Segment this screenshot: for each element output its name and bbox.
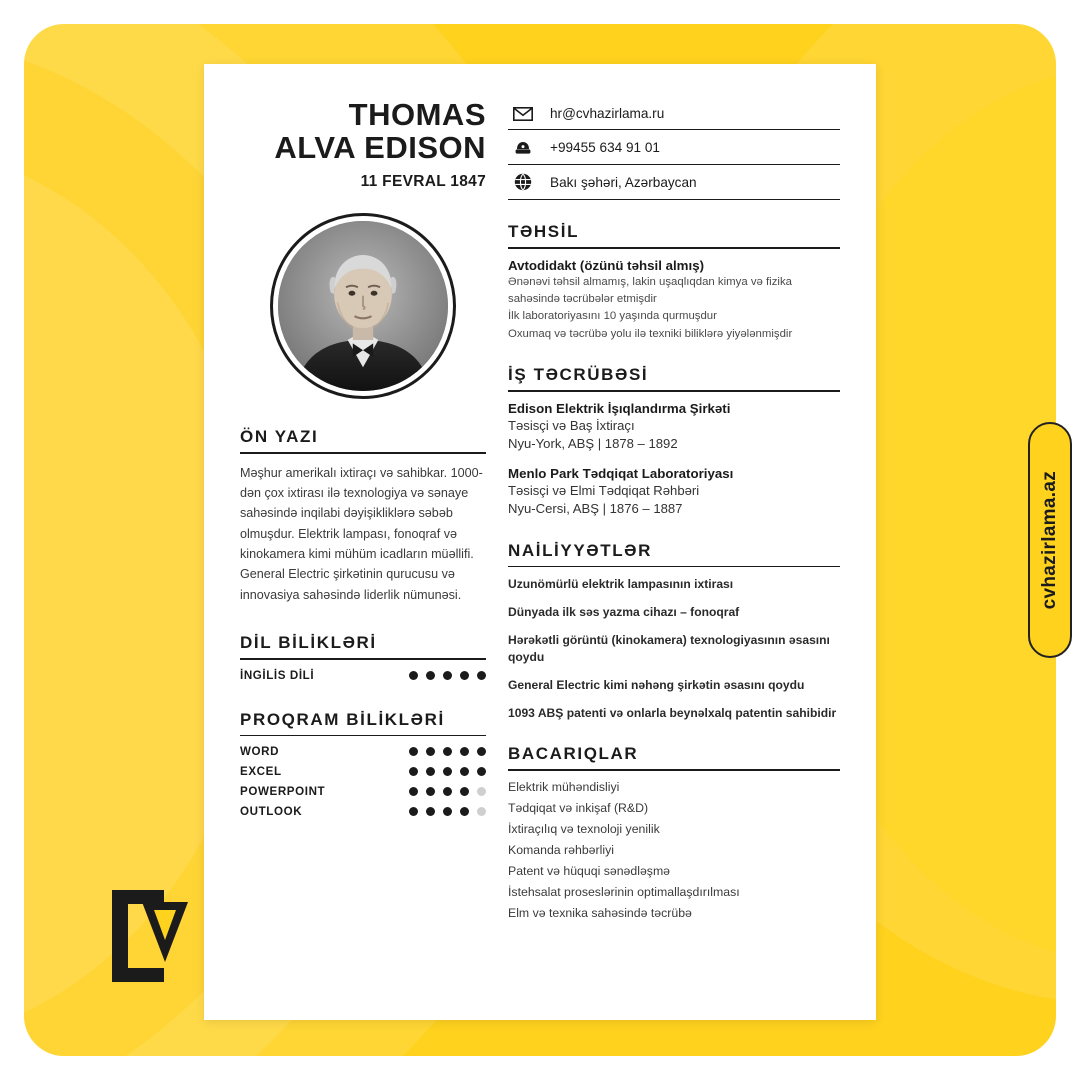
rating-dot: [443, 787, 452, 796]
skills-section: [508, 744, 840, 920]
rating-dot: [443, 767, 452, 776]
education-line: İlk laboratoriyasını 10 yaşında qurmuşdur: [508, 310, 717, 323]
rating-dot: [443, 807, 452, 816]
skill-row: [240, 805, 486, 818]
cv-logo: [102, 884, 194, 988]
achievement-item: 1093 ABŞ patenti və onlarla beynəlxalq patentin sahibidir: [508, 706, 837, 721]
rating-dot: [477, 747, 486, 756]
rating-dot: [409, 807, 418, 816]
skill-label: İNGİLİS DİLİ: [240, 668, 315, 682]
achievement-item: Dünyada ilk səs yazma cihazı – fonoqraf: [508, 605, 740, 620]
experience-role: Təsisçi və Elmi Tədqiqat Rəhbəri: [508, 482, 700, 498]
candidate-name: [240, 98, 486, 165]
phone-icon: [510, 138, 536, 156]
contact-list: [508, 98, 840, 200]
programs-heading: PROQRAM BİLİKLƏRİ: [240, 709, 445, 729]
rating-dots: [409, 747, 486, 756]
education-line: Oxumaq və təcrübə yolu ilə texniki biliklərə yiyələnmişdir: [508, 327, 793, 340]
experience-role: Təsisçi və Baş İxtiraçı: [508, 417, 635, 433]
education-heading: TƏHSİL: [508, 222, 580, 241]
rating-dot: [409, 671, 418, 680]
skill-item: Patent və hüquqi sənədləşmə: [508, 863, 671, 878]
skill-item: İstehsalat proseslərinin optimallaşdırılması: [508, 884, 740, 899]
avatar: [270, 213, 456, 399]
education-details: [508, 274, 840, 343]
contact-row-location[interactable]: [508, 165, 840, 200]
rating-dot: [477, 787, 486, 796]
avatar-photo: [278, 221, 448, 391]
rating-dots: [409, 767, 486, 776]
experience-item: [508, 401, 840, 454]
candidate-name-line1: THOMAS: [348, 97, 486, 132]
globe-icon: [510, 173, 536, 191]
rating-dot: [409, 767, 418, 776]
divider: [508, 390, 840, 392]
experience-section: [508, 365, 840, 519]
languages-heading: DİL BİLİKLƏRİ: [240, 633, 377, 653]
rating-dot: [443, 747, 452, 756]
divider: [508, 566, 840, 568]
website-side-tab[interactable]: [1028, 422, 1072, 658]
foreword-text: Məşhur amerikalı ixtiraçı və sahibkar. 1000-dən çox ixtirası ilə texnologiya və sənaye sahəsində inqilabi dəyişikliklərə səbəb olmuşdur. Elektrik lampası, fonoqraf və kinokamera kimi mühüm icadların müəllifi. General Electric şirkətinin qurucusu və innovasiya sahəsində liderlik nümunəsi.: [240, 465, 483, 602]
rating-dot: [477, 671, 486, 680]
skill-row: [240, 785, 486, 798]
skill-item: Elektrik mühəndisliyi: [508, 779, 620, 794]
foreword-section: [240, 427, 486, 605]
divider: [508, 247, 840, 249]
candidate-name-line2: ALVA EDISON: [274, 130, 486, 166]
experience-item: [508, 466, 840, 519]
foreword-heading: ÖN YAZI: [240, 426, 319, 446]
skill-row: [240, 669, 486, 682]
resume-left-column: [240, 98, 486, 1000]
education-line: sahəsində təcrübələr etmişdir: [508, 292, 657, 305]
skill-item: İxtiraçılıq və texnoloji yenilik: [508, 821, 660, 836]
skill-row: [240, 765, 486, 778]
rating-dot: [426, 671, 435, 680]
achievement-item: Hərəkətli görüntü (kinokamera) texnologiyasının əsasını qoydu: [508, 633, 830, 665]
skill-item: Komanda rəhbərliyi: [508, 842, 614, 857]
skill-label: WORD: [240, 745, 280, 759]
divider: [240, 658, 486, 660]
achievements-section: [508, 541, 840, 722]
website-side-tab-label: cvhazirlama.az: [1039, 470, 1060, 610]
education-section: [508, 222, 840, 343]
rating-dots: [409, 807, 486, 816]
rating-dot: [426, 747, 435, 756]
contact-location: Bakı şəhəri, Azərbaycan: [550, 174, 697, 190]
skill-item: Tədqiqat və inkişaf (R&D): [508, 800, 649, 815]
education-line: Ənənəvi təhsil almamış, lakin uşaqlıqdan kimya və fizika: [508, 275, 792, 288]
envelope-icon: [510, 107, 536, 121]
rating-dot: [460, 747, 469, 756]
rating-dots: [409, 787, 486, 796]
skill-label: POWERPOINT: [240, 785, 326, 799]
contact-email: hr@cvhazirlama.ru: [550, 106, 665, 121]
rating-dot: [460, 767, 469, 776]
contact-row-email[interactable]: [508, 98, 840, 130]
rating-dot: [409, 787, 418, 796]
resume-sheet: [204, 64, 876, 1020]
skill-label: OUTLOOK: [240, 805, 303, 819]
rating-dot: [443, 671, 452, 680]
rating-dot: [460, 807, 469, 816]
resume-right-column: [508, 98, 840, 1000]
rating-dots: [409, 671, 486, 680]
rating-dot: [460, 671, 469, 680]
divider: [508, 769, 840, 771]
rating-dot: [477, 767, 486, 776]
experience-place: Nyu-York, ABŞ | 1878 – 1892: [508, 436, 678, 452]
education-title: Avtodidakt (özünü təhsil almış): [508, 257, 705, 273]
rating-dot: [426, 787, 435, 796]
contact-phone: +99455 634 91 01: [550, 139, 660, 155]
skill-item: Elm və texnika sahəsində təcrübə: [508, 905, 692, 920]
languages-section: [240, 633, 486, 682]
divider: [240, 735, 486, 737]
birth-date: 11 FEVRAL 1847: [360, 172, 486, 190]
achievements-heading: NAİLİYYƏTLƏR: [508, 540, 652, 560]
experience-place: Nyu-Cersi, ABŞ | 1876 – 1887: [508, 501, 683, 517]
rating-dot: [409, 747, 418, 756]
divider: [240, 452, 486, 454]
skill-row: [240, 745, 486, 758]
achievement-item: General Electric kimi nəhəng şirkətin əsasını qoydu: [508, 678, 805, 693]
skill-label: EXCEL: [240, 765, 282, 779]
contact-row-phone[interactable]: [508, 130, 840, 165]
skills-heading: BACARIQLAR: [508, 743, 639, 763]
experience-company: Edison Elektrik İşıqlandırma Şirkəti: [508, 400, 731, 416]
rating-dot: [460, 787, 469, 796]
programs-section: [240, 710, 486, 819]
rating-dot: [426, 767, 435, 776]
rating-dot: [426, 807, 435, 816]
experience-heading: İŞ TƏCRÜBƏSİ: [508, 364, 649, 384]
experience-company: Menlo Park Tədqiqat Laboratoriyası: [508, 465, 734, 481]
rating-dot: [477, 807, 486, 816]
achievement-item: Uzunömürlü elektrik lampasının ixtirası: [508, 577, 734, 592]
